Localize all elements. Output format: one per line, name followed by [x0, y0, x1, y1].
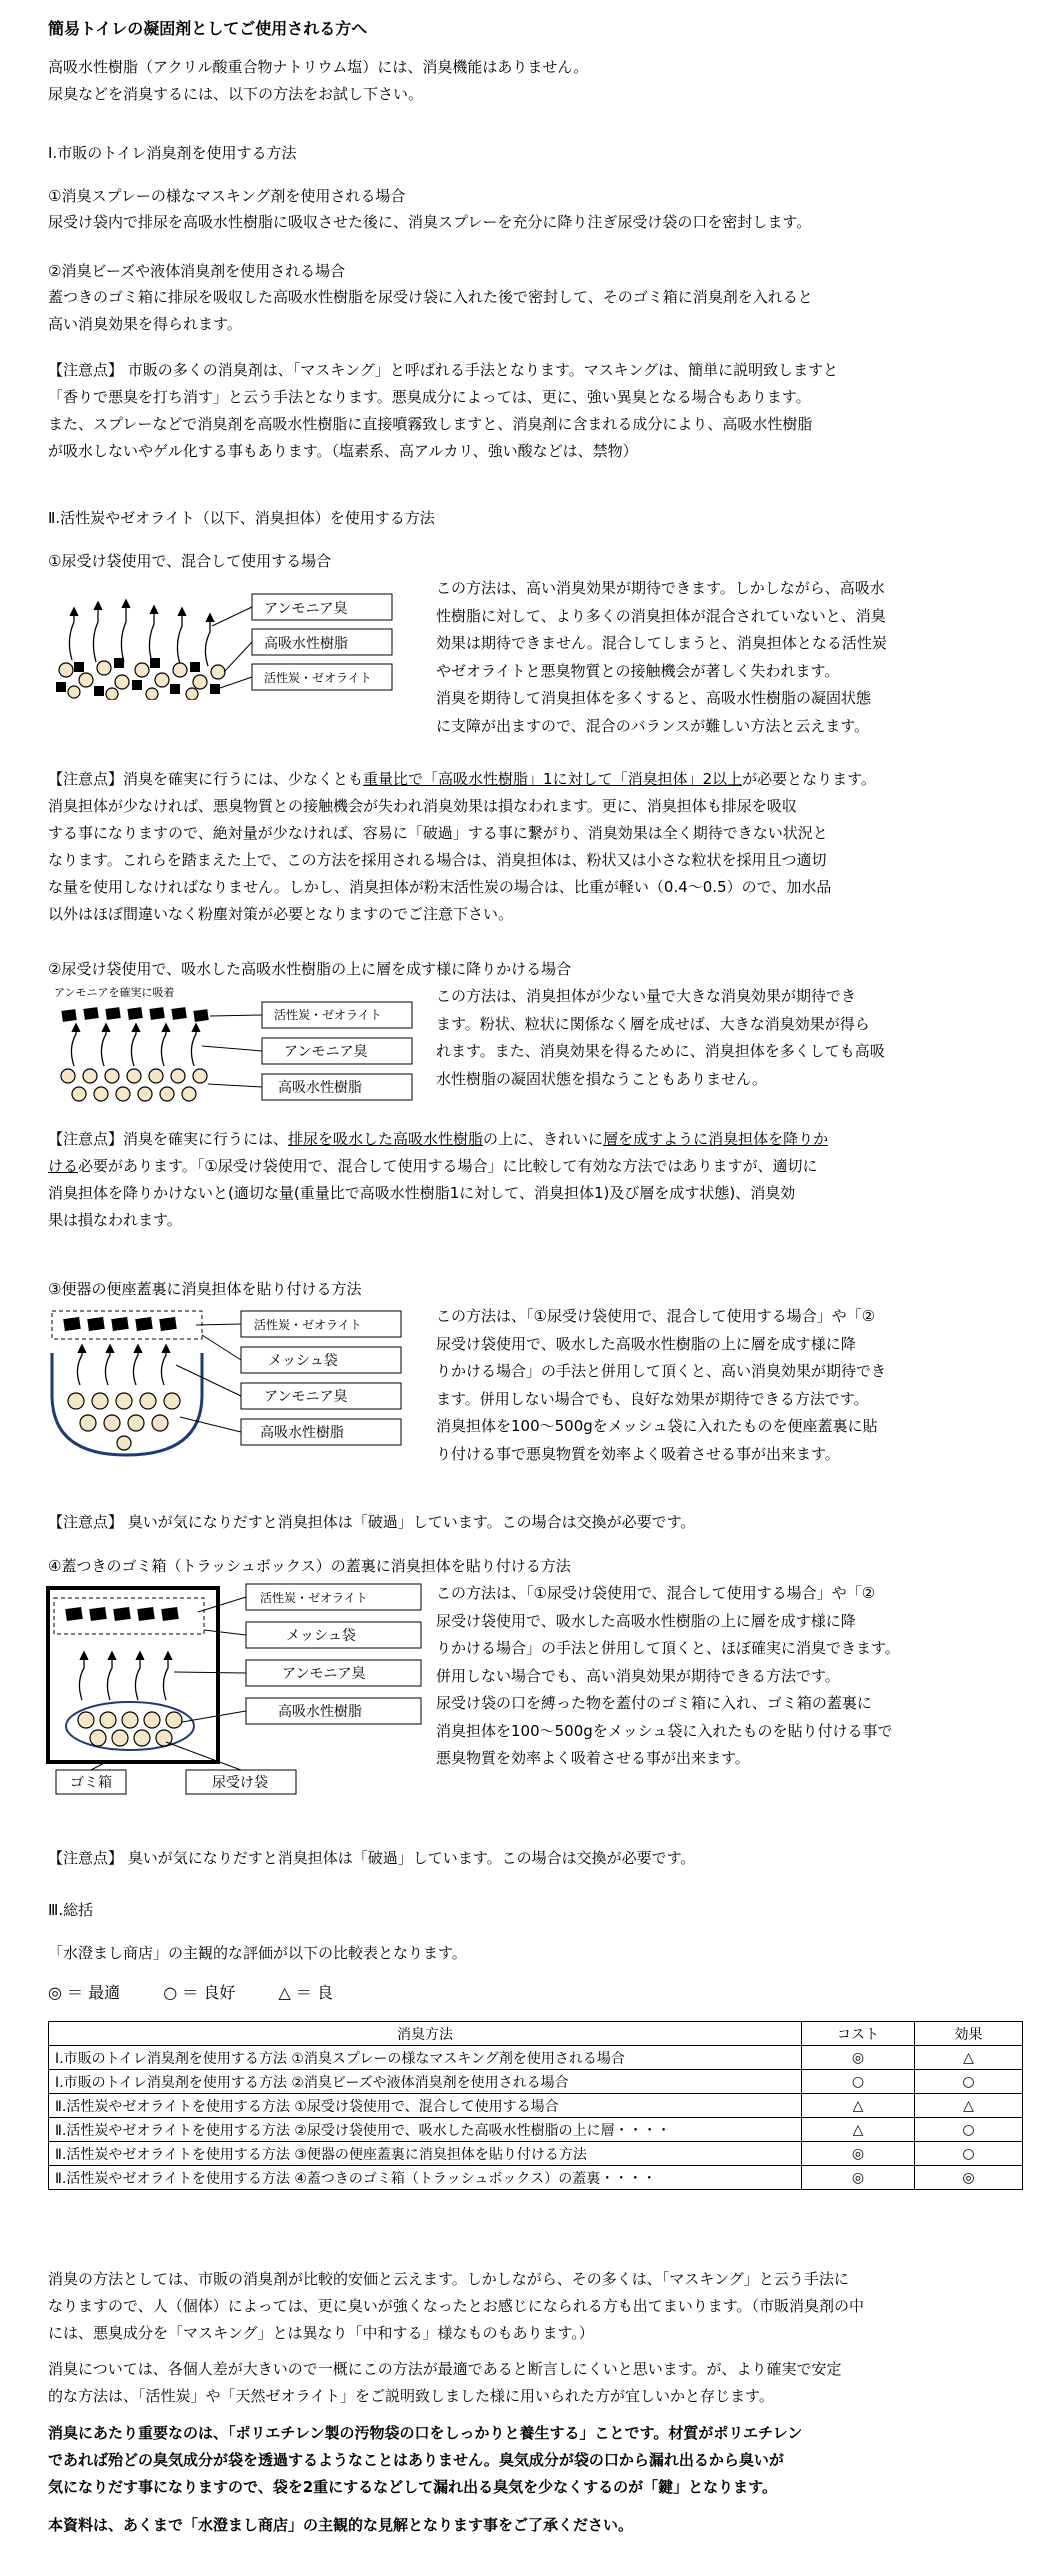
diagram-toilet-lid	[46, 1305, 426, 1465]
cell-effect: △	[915, 2094, 1023, 2118]
table-header-row	[49, 2022, 1023, 2046]
s2-method2-note	[48, 1126, 1008, 1234]
diagram-layer-svg	[52, 984, 422, 1109]
text-span: 必要があります。「①尿受け袋使用で、混合して使用する場合」に比較して有効な方法ではありますが、適切に	[78, 1157, 818, 1175]
odor-arrows	[79, 1652, 172, 1700]
summary-1	[48, 2266, 1008, 2347]
legend-fair: △ ＝ 良	[278, 1983, 333, 2002]
resin-particles	[68, 1393, 180, 1450]
section3-heading: Ⅲ.総括	[48, 1901, 94, 1919]
label-mesh: メッシュ袋	[286, 1628, 356, 1644]
text-line: また、スプレーなどで消臭剤を高吸水性樹脂に直接噴霧致しますと、消臭剤に含まれる成分により、高吸水性樹脂	[48, 415, 813, 433]
text-line: 「香りで悪臭を打ち消す」と云う手法となります。悪臭成分によっては、更に、強い異臭となる場合もあります。	[48, 388, 811, 406]
legend-good: ○ ＝ 良好	[163, 1983, 236, 2002]
text-line: であれば殆どの臭気成分が袋を透過するようなことはありません。臭気成分が袋の口から漏れ出るから臭いが	[48, 2451, 784, 2469]
text-line: 消臭にあたり重要なのは、「ポリエチレン製の汚物袋の口をしっかりと養生する」ことです。材質がポリエチレン	[48, 2424, 803, 2442]
odor-arrows	[69, 600, 214, 666]
text-line: する事になりますので、絶対量が少なければ、容易に「破過」する事に繋がり、消臭効果は全く期待できない状況と	[48, 824, 828, 842]
text-line: が吸水しないやゲル化する事もあります。（塩素系、高アルカリ、強い酸などは、禁物）	[48, 442, 638, 460]
table-row	[49, 2166, 1023, 2190]
section2-heading: Ⅱ.活性炭やゼオライト（以下、消臭担体）を使用する方法	[48, 509, 435, 527]
text-line: れます。また、消臭効果を得るために、消臭担体を多くしても高吸	[436, 1042, 885, 1060]
caption-adsorb: アンモニアを確実に吸着	[54, 986, 175, 999]
cell-cost: △	[802, 2094, 915, 2118]
table-row	[49, 2070, 1023, 2094]
odor-arrows	[71, 1024, 200, 1066]
text-line: 併用しない場合でも、高い消臭効果が期待できる方法です。	[436, 1666, 840, 1685]
s2-method1-desc	[436, 575, 1021, 740]
text-line	[48, 1126, 1008, 1153]
cell-cost: △	[802, 2118, 915, 2142]
text-line: ます。粉状、粒状に関係なく層を成せば、大きな消臭効果が得ら	[436, 1014, 870, 1033]
cell-effect: ○	[915, 2142, 1023, 2166]
label-ammonia: アンモニア臭	[284, 1044, 368, 1060]
table-row	[49, 2046, 1023, 2070]
diagram-trash-svg	[46, 1582, 431, 1797]
table-row	[49, 2142, 1023, 2166]
cell-cost: ◎	[802, 2166, 915, 2190]
diagram-mixed-svg	[52, 580, 412, 700]
s1-method2-title: ②消臭ビーズや液体消臭剤を使用される場合	[48, 262, 346, 280]
carbon-layer	[63, 1317, 177, 1331]
text-line: 高い消臭効果を得られます。	[48, 315, 242, 333]
s3-lead: 「水澄まし商店」の主観的な評価が以下の比較表となります。	[48, 1944, 467, 1962]
text-line: 性樹脂に対して、より多くの消臭担体が混合されていないと、消臭	[436, 606, 886, 625]
cell-method: Ⅱ.活性炭やゼオライトを使用する方法 ①尿受け袋使用で、混合して使用する場合	[49, 2094, 802, 2118]
label-ammonia: アンモニア臭	[264, 601, 348, 617]
cell-method: Ⅱ.活性炭やゼオライトを使用する方法 ②尿受け袋使用で、吸水した高吸水性樹脂の上に層・・・・	[49, 2118, 802, 2142]
resin-particles	[78, 1712, 182, 1746]
diagram-trash-box	[46, 1582, 431, 1797]
label-carbon: 活性炭・ゼオライト	[260, 1591, 368, 1605]
page-title: 簡易トイレの凝固剤としてご使用される方へ	[48, 19, 368, 38]
s2-method1-note	[48, 766, 1008, 928]
text-line: りかける場合」の手法と併用して頂くと、高い消臭効果が期待でき	[436, 1362, 887, 1380]
odor-arrows	[77, 1345, 170, 1385]
cell-effect: △	[915, 2046, 1023, 2070]
text-line: 消臭担体が少なければ、悪臭物質との接触機会が失われ消臭効果は損なわれます。更に、消臭担体も排尿を吸収	[48, 797, 797, 815]
text-line: なります。これらを踏まえた上で、この方法を採用される場合は、消臭担体は、粉状又は小さな粒状を採用且つ適切	[48, 851, 827, 869]
s1-method2-body	[48, 284, 1008, 338]
text-line	[48, 1153, 1008, 1180]
text-line: 気になりだす事になりますので、袋を2重にするなどして漏れ出る臭気を少なくするのが「鍵」となります。	[48, 2478, 777, 2496]
resin-particles	[61, 1069, 207, 1101]
label-resin: 高吸水性樹脂	[278, 1080, 362, 1096]
s2-method2-desc	[436, 983, 1021, 1093]
text-line: 以外はほぼ間違いなく粉塵対策が必要となりますのでご注意下さい。	[48, 905, 514, 923]
s1-note	[48, 357, 1008, 465]
header-cost: コスト	[802, 2022, 915, 2046]
note-label: 【注意点】	[48, 1130, 124, 1148]
text-line: この方法は、「①尿受け袋使用で、混合して使用する場合」や「②	[436, 1307, 876, 1325]
text-line: ます。併用しない場合でも、良好な効果が期待できる方法です。	[436, 1389, 869, 1408]
text-line: 悪臭物質を効率よく吸着させる事が出来ます。	[436, 1749, 750, 1767]
text-line: に支障が出ますので、混合のバランスが難しい方法と云えます。	[436, 716, 870, 735]
comparison-table	[48, 2021, 1023, 2190]
text-line: な量を使用しなければなりません。しかし、消臭担体が粉末活性炭の場合は、比重が軽い（0.4～0.5）ので、加水品	[48, 878, 832, 896]
underlined-text: 重量比で「高吸水性樹脂」1に対して「消臭担体」2以上	[363, 770, 743, 788]
text-line: この方法は、高い消臭効果が期待できます。しかしながら、高吸水	[436, 579, 885, 597]
text-line: 蓋つきのゴミ箱に排尿を吸収した高吸水性樹脂を尿受け袋に入れた後で密封して、そのゴミ箱に消臭剤を入れると	[48, 288, 813, 306]
header-method: 消臭方法	[49, 2022, 802, 2046]
label-carbon: 活性炭・ゼオライト	[254, 1318, 362, 1332]
label-resin: 高吸水性樹脂	[278, 1704, 362, 1720]
s2-method4-desc	[436, 1580, 1021, 1773]
label-trash-box: ゴミ箱	[70, 1775, 112, 1791]
label-urine-bag: 尿受け袋	[212, 1775, 268, 1791]
header-effect: 効果	[915, 2022, 1023, 2046]
cell-cost: ○	[802, 2070, 915, 2094]
label-carbon: 活性炭・ゼオライト	[264, 671, 372, 685]
text-span: 消臭を確実に行うには、	[123, 1130, 289, 1148]
summary-3	[48, 2420, 1008, 2501]
cell-method: Ⅰ.市販のトイレ消臭剤を使用する方法 ②消臭ビーズや液体消臭剤を使用される場合	[49, 2070, 802, 2094]
s1-method1-body: 尿受け袋内で排尿を高吸水性樹脂に吸収させた後に、消臭スプレーを充分に降り注ぎ尿受け袋の口を密封します。	[48, 213, 812, 231]
text-line: この方法は、「①尿受け袋使用で、混合して使用する場合」や「②	[436, 1584, 876, 1602]
text-line: やゼオライトと悪臭物質との接触機会が著しく失われます。	[436, 661, 840, 680]
note-label: 【注意点】	[48, 770, 124, 788]
text-line: 水性樹脂の凝固状態を損なうこともありません。	[436, 1069, 767, 1088]
s2-method4-note: 【注意点】 臭いが気になりだすと消臭担体は「破過」しています。この場合は交換が必要です。	[48, 1849, 696, 1867]
s2-method3-title: ③便器の便座蓋裏に消臭担体を貼り付ける方法	[48, 1280, 362, 1298]
diagram-layer	[52, 984, 422, 1109]
underlined-text: 排尿を吸水した高吸水性樹脂	[288, 1130, 484, 1148]
legend-best: ◎ ＝ 最適	[48, 1983, 121, 2002]
cell-method: Ⅰ.市販のトイレ消臭剤を使用する方法 ①消臭スプレーの様なマスキング剤を使用される場合	[49, 2046, 802, 2070]
text-line: 効果は期待できません。混合してしまうと、消臭担体となる活性炭	[436, 634, 887, 652]
intro	[48, 54, 1008, 108]
text-line: この方法は、消臭担体が少ない量で大きな消臭効果が期待でき	[436, 987, 857, 1005]
table-row	[49, 2094, 1023, 2118]
cell-effect: ◎	[915, 2166, 1023, 2190]
section1-heading: Ⅰ.市販のトイレ消臭剤を使用する方法	[48, 144, 297, 162]
summary-2	[48, 2356, 1008, 2410]
leader-lines	[202, 1015, 262, 1087]
label-ammonia: アンモニア臭	[282, 1666, 366, 1682]
label-mesh: メッシュ袋	[268, 1353, 338, 1369]
closing-note: 本資料は、あくまで「水澄まし商店」の主観的な見解となります事をご了承ください。	[48, 2516, 634, 2534]
text-span: 消臭を確実に行うには、少なくとも	[123, 770, 364, 788]
text-line: 消臭については、各個人差が大きいので一概にこの方法が最適であると断言しにくいと思います。が、より確実で安定	[48, 2360, 842, 2378]
text-span: が必要となります。	[742, 770, 876, 788]
text-line: り付ける事で悪臭物質を効率よく吸着させる事が出来ます。	[436, 1444, 840, 1463]
cell-cost: ◎	[802, 2142, 915, 2166]
label-resin: 高吸水性樹脂	[260, 1425, 344, 1441]
s2-method3-desc	[436, 1303, 1021, 1468]
intro-line: 尿臭などを消臭するには、以下の方法をお試し下さい。	[48, 85, 424, 103]
diagram-toilet-svg	[46, 1305, 426, 1465]
diagram-mixed	[52, 580, 412, 700]
text-line: りかける場合」の手法と併用して頂くと、ほぼ確実に消臭できます。	[436, 1639, 900, 1657]
underlined-text: 層を成すように消臭担体を降りか	[603, 1130, 829, 1148]
text-line: 尿受け袋の口を縛った物を蓋付のゴミ箱に入れ、ゴミ箱の蓋裏に	[436, 1694, 872, 1712]
rating-legend	[48, 1980, 371, 2003]
cell-method: Ⅱ.活性炭やゼオライトを使用する方法 ③便器の便座蓋裏に消臭担体を貼り付ける方法	[49, 2142, 802, 2166]
text-span: の上に、きれいに	[483, 1130, 604, 1148]
text-line: 果は損なわれます。	[48, 1211, 182, 1229]
cell-effect: ○	[915, 2118, 1023, 2142]
text-line: 消臭担体を100～500gをメッシュ袋に入れたものを貼り付ける事で	[436, 1721, 893, 1740]
text-line: には、悪臭成分を「マスキング」とは異なり「中和する」様なものもあります。）	[48, 2324, 594, 2342]
label-ammonia: アンモニア臭	[264, 1389, 348, 1405]
text-line: 的な方法は、「活性炭」や「天然ゼオライト」をご説明致しました様に用いられた方が宜しいかと存じます。	[48, 2387, 774, 2405]
table-row	[49, 2118, 1023, 2142]
label-carbon: 活性炭・ゼオライト	[274, 1008, 382, 1022]
text-line: 尿受け袋使用で、吸水した高吸水性樹脂の上に層を成す様に降	[436, 1334, 856, 1353]
carbon-layer	[65, 1607, 179, 1621]
s2-method3-note: 【注意点】 臭いが気になりだすと消臭担体は「破過」しています。この場合は交換が必要です。	[48, 1513, 696, 1531]
leader-lines	[176, 1324, 241, 1432]
text-line: 尿受け袋使用で、吸水した高吸水性樹脂の上に層を成す様に降	[436, 1611, 856, 1630]
text-line: なりますので、人（個体）によっては、更に臭いが強くなったとお感じになられる方も出てまいります。（市販消臭剤の中	[48, 2297, 865, 2315]
text-line: 消臭の方法としては、市販の消臭剤が比較的安価と云えます。しかしながら、その多くは、「マスキング」と云う手法に	[48, 2270, 849, 2288]
label-resin: 高吸水性樹脂	[264, 636, 348, 652]
s2-method2-title: ②尿受け袋使用で、吸水した高吸水性樹脂の上に層を成す様に降りかける場合	[48, 960, 572, 978]
cell-effect: ○	[915, 2070, 1023, 2094]
text-line: 消臭担体を降りかけないと(適切な量(重量比で高吸水性樹脂1に対して、消臭担体1)及び層を成す状態)、消臭効	[48, 1184, 796, 1202]
cell-method: Ⅱ.活性炭やゼオライトを使用する方法 ④蓋つきのゴミ箱（トラッシュボックス）の蓋裏・・・・	[49, 2166, 802, 2190]
underlined-text: ける	[48, 1157, 79, 1175]
carbon-layer	[61, 1007, 208, 1022]
text-line: 消臭を期待して消臭担体を多くすると、高吸水性樹脂の凝固状態	[436, 689, 872, 707]
s1-method1-title: ①消臭スプレーの様なマスキング剤を使用される場合	[48, 187, 406, 205]
text-line	[48, 766, 1008, 793]
s2-method4-title: ④蓋つきのゴミ箱（トラッシュボックス）の蓋裏に消臭担体を貼り付ける方法	[48, 1557, 571, 1575]
intro-line: 高吸水性樹脂（アクリル酸重合物ナトリウム塩）には、消臭機能はありません。	[48, 58, 589, 76]
cell-cost: ◎	[802, 2046, 915, 2070]
text-line: 消臭担体を100～500gをメッシュ袋に入れたものを便座蓋裏に貼	[436, 1417, 878, 1435]
text-line: 【注意点】 市販の多くの消臭剤は、「マスキング」と呼ばれる手法となります。マスキングは、簡単に説明致しますと	[48, 361, 839, 379]
s2-method1-title: ①尿受け袋使用で、混合して使用する場合	[48, 552, 332, 570]
